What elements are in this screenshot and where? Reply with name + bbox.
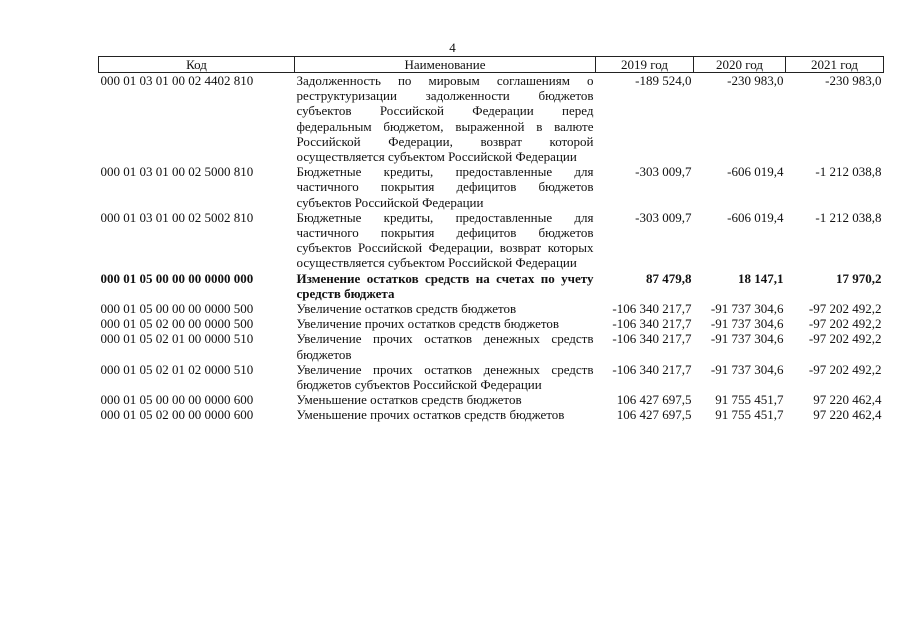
header-code: Код — [99, 57, 295, 73]
row-value-2019: -106 340 217,7 — [612, 316, 692, 332]
row-value-2020: -91 737 304,6 — [710, 301, 784, 317]
row-name: Увеличение остатков средств бюджетов — [296, 301, 517, 317]
row-value-2020: -91 737 304,6 — [710, 331, 784, 347]
row-value-2019: -106 340 217,7 — [612, 361, 692, 377]
row-code: 000 01 03 01 00 02 4402 810 — [100, 73, 254, 88]
row-name: Увеличение прочих остатков денежных средств бюджетов субъектов Российской Федерации — [296, 361, 594, 393]
page-number: 4 — [449, 40, 456, 55]
row-value-2020: -230 983,0 — [727, 73, 784, 88]
row-value-2019: -106 340 217,7 — [612, 331, 692, 347]
row-value-2021: 17 970,2 — [836, 270, 882, 286]
row-value-2020: -606 019,4 — [727, 209, 784, 225]
table-row — [99, 164, 884, 210]
row-value-2019: -303 009,7 — [635, 164, 692, 180]
row-name: Бюджетные кредиты, предоставленные для частичного покрытия дефицитов бюджетов субъектов Российской Федерации, возврат которых осуществляется субъектом Российской Федерации — [296, 209, 594, 271]
table-row — [99, 392, 884, 407]
row-code: 000 01 05 02 01 02 0000 510 — [100, 361, 254, 377]
row-value-2021: -97 202 492,2 — [808, 331, 882, 347]
row-value-2020: -91 737 304,6 — [710, 316, 784, 332]
row-value-2019: 106 427 697,5 — [616, 407, 692, 423]
row-value-2021: 97 220 462,4 — [813, 407, 882, 423]
table-row — [99, 73, 884, 165]
row-value-2020: 91 755 451,7 — [715, 407, 784, 423]
row-value-2021: -230 983,0 — [825, 73, 882, 88]
row-code: 000 01 05 02 01 00 0000 510 — [100, 331, 254, 347]
row-value-2020: -91 737 304,6 — [710, 361, 784, 377]
row-name: Бюджетные кредиты, предоставленные для частичного покрытия дефицитов бюджетов субъектов Российской Федерации — [296, 164, 594, 210]
row-value-2019: -189 524,0 — [635, 73, 692, 88]
row-value-2021: -97 202 492,2 — [808, 361, 882, 377]
header-2020: 2020 год — [694, 57, 786, 73]
row-value-2021: -1 212 038,8 — [815, 164, 882, 180]
row-value-2021: -97 202 492,2 — [808, 316, 882, 332]
header-2021: 2021 год — [786, 57, 884, 73]
row-name: Уменьшение остатков средств бюджетов — [296, 392, 522, 408]
table-row — [99, 316, 884, 331]
table-row — [99, 210, 884, 271]
row-name: Увеличение прочих остатков денежных средств бюджетов — [296, 331, 594, 362]
table-row — [99, 362, 884, 392]
row-name: Уменьшение прочих остатков средств бюджетов — [296, 407, 565, 423]
row-code: 000 01 03 01 00 02 5000 810 — [100, 164, 254, 180]
budget-table — [98, 56, 884, 423]
row-code: 000 01 05 02 00 00 0000 500 — [100, 316, 254, 332]
row-name: Изменение остатков средств на счетах по учету средств бюджета — [296, 270, 594, 301]
row-value-2019: -303 009,7 — [635, 209, 692, 225]
row-code: 000 01 05 00 00 00 0000 500 — [100, 301, 254, 317]
table-row — [99, 331, 884, 361]
row-code: 000 01 05 00 00 00 0000 000 — [100, 270, 254, 286]
table-row — [99, 301, 884, 316]
row-value-2021: -1 212 038,8 — [815, 209, 882, 225]
row-value-2020: 91 755 451,7 — [715, 392, 784, 408]
table-header-row — [99, 57, 884, 73]
row-value-2020: -606 019,4 — [727, 164, 784, 180]
table-row — [99, 407, 884, 422]
row-name: Увеличение прочих остатков средств бюджетов — [296, 316, 560, 332]
row-code: 000 01 03 01 00 02 5002 810 — [100, 209, 254, 225]
table-row — [99, 271, 884, 301]
header-name: Наименование — [295, 57, 596, 73]
row-value-2019: 106 427 697,5 — [616, 392, 692, 408]
row-value-2020: 18 147,1 — [738, 270, 784, 286]
row-value-2021: 97 220 462,4 — [813, 392, 882, 408]
row-value-2019: 87 479,8 — [646, 270, 692, 286]
row-code: 000 01 05 00 00 00 0000 600 — [100, 392, 254, 408]
row-value-2021: -97 202 492,2 — [808, 301, 882, 317]
row-value-2019: -106 340 217,7 — [612, 301, 692, 317]
table-body — [99, 73, 884, 423]
header-2019: 2019 год — [596, 57, 694, 73]
row-code: 000 01 05 02 00 00 0000 600 — [100, 407, 254, 423]
row-name: Задолженность по мировым соглашениям о реструктуризации задолженности бюджетов субъектов Российской Федерации перед федеральным бюджетом, выраженной в валюте Российской Федерации, возврат которой осуществляется субъектом Российской Федерации — [296, 73, 594, 165]
